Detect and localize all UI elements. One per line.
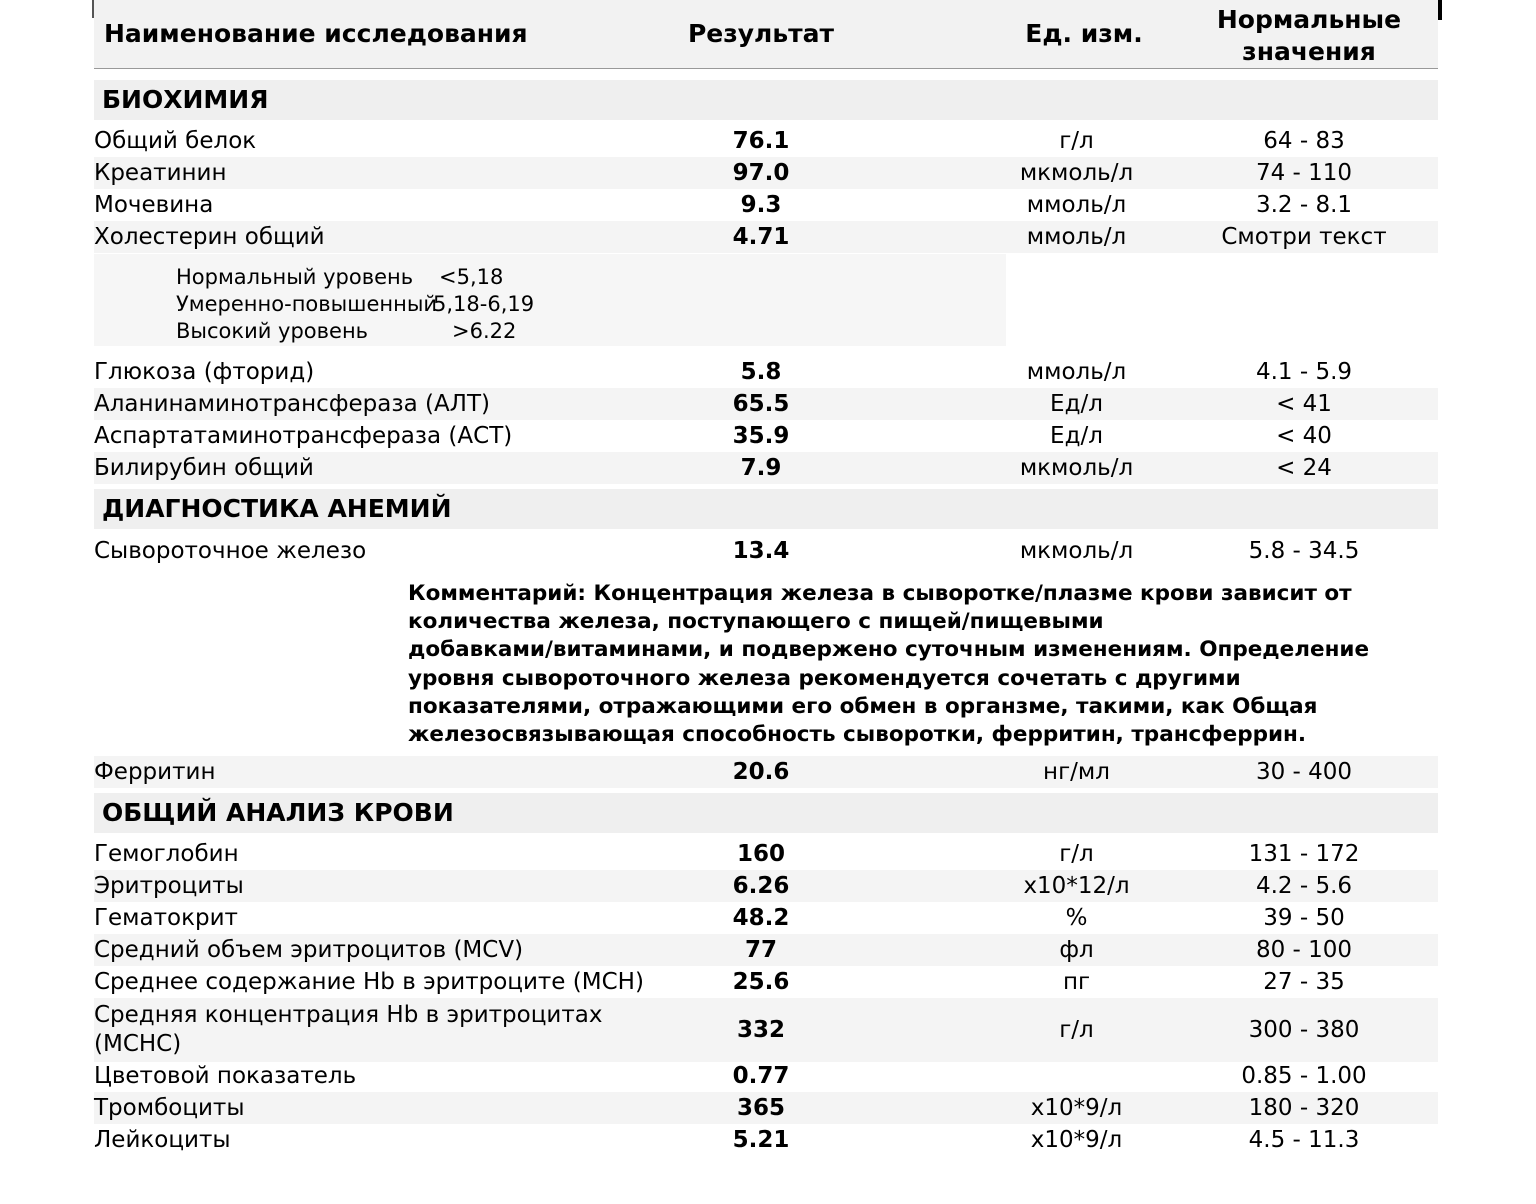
test-unit: х10*9/л [1030,1095,1123,1121]
test-name: Среднее содержание Hb в эритроците (MCH) [94,969,644,995]
test-result: 9.3 [740,192,782,218]
cholesterol-level-label: Высокий уровень [176,319,369,343]
comment-line: количества железа, поступающего с пищей/пищевыми [408,609,1104,635]
test-unit: г/л [1059,128,1094,154]
test-name: Гематокрит [94,905,238,931]
test-result: 5.21 [732,1127,790,1153]
table-row [94,998,1438,1062]
test-unit: мкмоль/л [1019,455,1134,481]
test-unit: фл [1059,937,1094,963]
test-normal: 39 - 50 [1263,905,1345,931]
section-title: ДИАГНОСТИКА АНЕМИЙ [102,494,452,523]
test-unit: нг/мл [1043,759,1110,785]
test-normal: 74 - 110 [1255,160,1353,186]
table-row [94,221,1438,253]
test-name: Лейкоциты [94,1127,231,1153]
table-row [94,189,1438,221]
table-row [94,966,1438,998]
test-name: Гемоглобин [94,841,239,867]
header-result: Результат [687,19,835,48]
table-row [94,1124,1438,1156]
table-header [94,0,1438,69]
test-normal: 4.5 - 11.3 [1248,1127,1360,1153]
test-normal: 30 - 400 [1255,759,1353,785]
test-result: 0.77 [732,1063,790,1089]
test-normal: 131 - 172 [1248,841,1360,867]
test-name: Сывороточное железо [94,538,367,564]
comment-line: железосвязывающая способность сыворотки, ферритин, трансферрин. [408,722,1307,748]
cholesterol-note [94,254,1006,346]
test-name: Мочевина [94,192,214,218]
test-name: Эритроциты [94,873,244,899]
test-name: Глюкоза (фторид) [94,359,315,385]
cholesterol-level-value: <5,18 [439,265,504,289]
header-unit: Ед. изм. [1025,19,1143,48]
test-result: 5.8 [740,359,782,385]
header-normal-line1: Нормальные [1216,5,1402,34]
table-row [94,356,1438,388]
test-normal: 4.1 - 5.9 [1255,359,1353,385]
test-unit: мкмоль/л [1019,538,1134,564]
comment-line: Комментарий: Концентрация железа в сыворотке/плазме крови зависит от [408,581,1352,606]
test-normal: 3.2 - 8.1 [1255,192,1353,218]
test-name: Тромбоциты [94,1095,245,1121]
test-unit: % [1065,905,1088,931]
test-result: 76.1 [732,128,790,154]
header-normal [1194,4,1424,68]
cholesterol-level-label: Нормальный уровень [176,265,414,289]
test-normal: 300 - 380 [1248,1017,1360,1043]
test-result: 7.9 [740,455,782,481]
table-row [94,1092,1438,1124]
cholesterol-level-value: >6.22 [452,319,517,343]
test-name: Холестерин общий [94,224,325,250]
test-result: 6.26 [732,873,790,899]
test-normal: < 24 [1276,455,1332,481]
iron-comment [408,580,1408,749]
test-name: Аспартатаминотрансфераза (АСТ) [94,423,513,449]
test-result: 48.2 [732,905,790,931]
test-unit: г/л [1059,841,1094,867]
test-result: 65.5 [732,391,790,417]
test-normal: 64 - 83 [1263,128,1345,154]
test-normal: < 40 [1276,423,1332,449]
test-unit: х10*12/л [1023,873,1130,899]
comment-line: показателями, отражающими его обмен в органзме, такими, как Общая [408,693,1318,719]
test-name: Креатинин [94,160,227,186]
table-row [94,535,1438,567]
test-normal: < 41 [1276,391,1332,417]
cholesterol-level-value: 5,18-6,19 [433,292,535,316]
test-result: 365 [736,1095,785,1121]
test-unit: мкмоль/л [1019,160,1134,186]
test-name: Средний объем эритроцитов (MCV) [94,937,524,963]
table-row [94,1060,1438,1092]
test-result: 332 [736,1017,785,1043]
section-blood [94,793,1438,833]
table-row [94,420,1438,452]
test-normal: 4.2 - 5.6 [1255,873,1353,899]
test-unit: пг [1062,969,1091,995]
test-name: Ферритин [94,759,216,785]
test-normal: Смотри текст [1221,224,1387,250]
header-name: Наименование исследования [104,19,528,48]
test-normal: 80 - 100 [1255,937,1353,963]
test-result: 25.6 [732,969,790,995]
header-normal-line2: значения [1242,37,1376,66]
test-result: 4.71 [732,224,790,250]
section-title: БИОХИМИЯ [102,85,269,114]
test-name: Общий белок [94,128,257,154]
comment-line: добавками/витаминами, и подвержено суточным изменениям. Определение [408,637,1370,663]
section-anemia [94,489,1438,529]
test-normal: 0.85 - 1.00 [1241,1063,1367,1089]
test-result: 13.4 [732,538,790,564]
test-name: Билирубин общий [94,455,314,481]
test-name: Аланинаминотрансфераза (АЛТ) [94,391,490,417]
table-row [94,157,1438,189]
test-name: Средняя концентрация Hb в эритроцитах (MCHC) [94,1002,603,1057]
test-result: 20.6 [732,759,790,785]
test-unit: ммоль/л [1026,192,1127,218]
table-row [94,902,1438,934]
test-unit: х10*9/л [1030,1127,1123,1153]
table-row [94,452,1438,484]
table-row [94,125,1438,157]
table-row [94,870,1438,902]
test-normal: 5.8 - 34.5 [1248,538,1360,564]
table-row [94,756,1438,788]
test-unit: Ед/л [1050,391,1103,417]
test-unit: ммоль/л [1026,359,1127,385]
table-row [94,388,1438,420]
section-biochemistry [94,80,1438,120]
section-title: ОБЩИЙ АНАЛИЗ КРОВИ [102,798,454,827]
test-normal: 27 - 35 [1263,969,1345,995]
test-normal: 180 - 320 [1248,1095,1360,1121]
test-result: 97.0 [732,160,790,186]
table-row [94,838,1438,870]
comment-line: уровня сывороточного железа рекомендуется сочетать с другими [408,665,1241,691]
test-unit: ммоль/л [1026,224,1127,250]
test-unit: г/л [1059,1017,1094,1043]
table-row [94,934,1438,966]
cholesterol-level-label: Умеренно-повышенный [176,292,438,316]
test-result: 35.9 [732,423,790,449]
test-result: 77 [744,937,777,963]
test-unit: Ед/л [1050,423,1103,449]
test-name: Цветовой показатель [94,1063,357,1089]
test-result: 160 [736,841,785,867]
